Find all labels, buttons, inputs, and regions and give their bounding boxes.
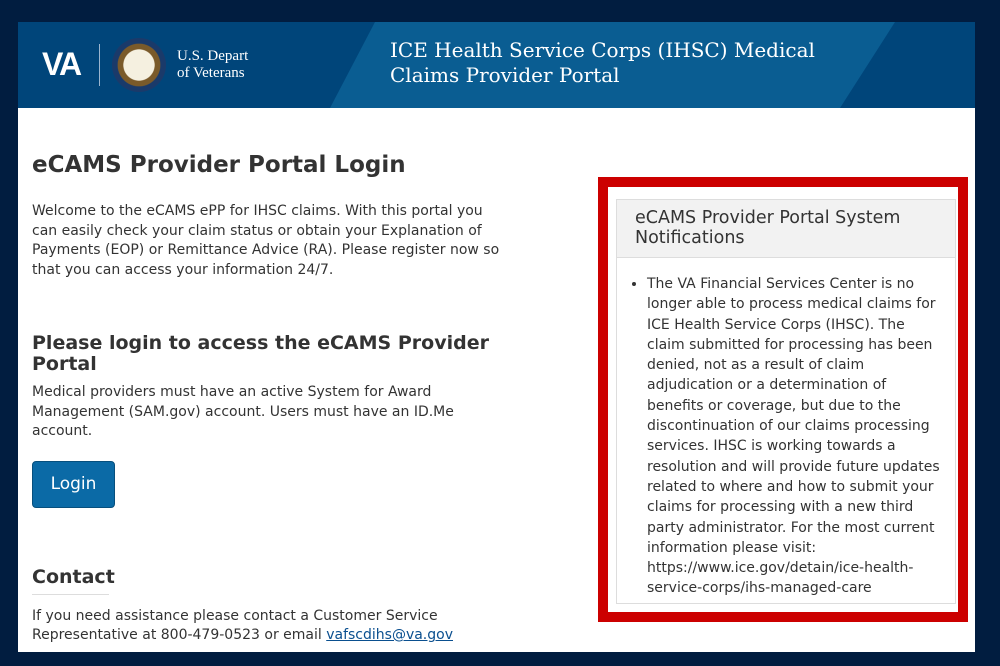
page xyxy=(18,22,975,652)
dept-name xyxy=(177,48,248,82)
login-requirements: Medical providers must have an active System for Award Management (SAM.gov) account. Users must have an ID.Me account. xyxy=(32,384,454,439)
dept-line-2: of Veterans xyxy=(177,65,245,81)
login-heading: Please login to access the eCAMS Provider Portal xyxy=(32,332,489,375)
contact-heading: Contact xyxy=(32,566,109,595)
highlight-box xyxy=(598,177,968,622)
notifications-list xyxy=(617,258,955,599)
site-header xyxy=(18,22,975,108)
notifications-panel xyxy=(616,199,956,604)
va-logo[interactable]: VA xyxy=(42,46,81,82)
portal-title-line-1: ICE Health Service Corps (IHSC) Medical xyxy=(390,38,815,62)
contact-email-link[interactable]: vafscdihs@va.gov xyxy=(326,627,453,643)
portal-title-line-2: Claims Provider Portal xyxy=(390,63,620,87)
va-seal-icon xyxy=(112,38,166,92)
contact-description: If you need assistance please contact a Customer Service Representative at 800-479-0523 or email xyxy=(32,607,438,643)
page-title: eCAMS Provider Portal Login xyxy=(32,152,406,178)
login-button[interactable]: Login xyxy=(32,461,115,508)
dept-line-1: U.S. Depart xyxy=(177,48,249,64)
contact-text xyxy=(32,607,502,646)
notification-item: • The VA Financial Services Center is no longer able to process medical claims for ICE Health Service Corps (IHSC). The claim submitted for processing has been denied, not as a result of claim adjudication or a determination of benefits or coverage, but due to the discontinuation of our claims processing services. IHSC is working towards a resolution and will provide future updates related to where and how to submit your claims for processing with a new third party administrator. For the most current information please visit: https://www.ice.gov/detain/ice-health-service-corps/ihs-managed-care xyxy=(647,274,945,599)
intro-text: Welcome to the eCAMS ePP for IHSC claims. With this portal you can easily check your claim status or obtain your Explanation of Payments (EOP) or Remittance Advice (RA). Please register now so that you can access your information 24/7. xyxy=(32,203,500,278)
login-section xyxy=(32,152,502,646)
notifications-title: eCAMS Provider Portal System Notifications xyxy=(617,200,955,258)
portal-title xyxy=(390,38,815,88)
logo-divider xyxy=(99,44,100,86)
